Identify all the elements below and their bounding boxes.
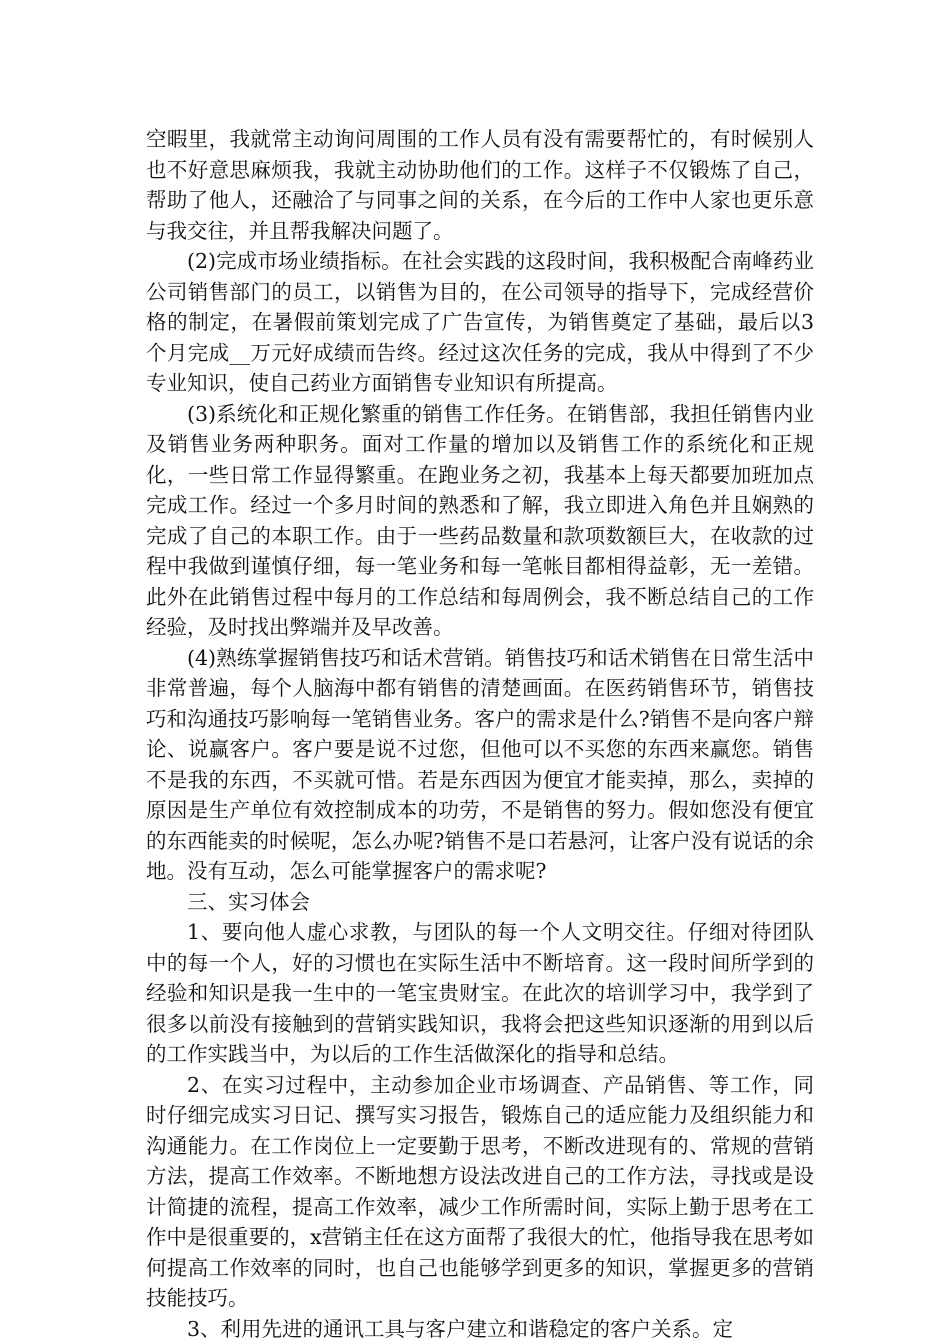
paragraph-continuation: 空暇里，我就常主动询问周围的工作人员有没有需要帮忙的，有时候别人也不好意思麻烦我，我就主动协助他们的工作。这样子不仅锻炼了自己，帮助了他人，还融洽了与同事之间的关系，在今后的工作中人家也更乐意与我交往，并且帮我解决问题了。 <box>146 127 814 243</box>
section-heading: 三、实习体会 <box>187 889 310 914</box>
paragraph-item-3: (3)系统化和正规化繁重的销售工作任务。在销售部，我担任销售内业及销售业务两种职务。面对工作量的增加以及销售工作的系统化和正规化，一些日常工作显得繁重。在跑业务之初，我基本上每天都要加班加点完成工作。经过一个多月时间的熟悉和了解，我立即进入角色并且娴熟的完成了自己的本职工作。由于一些药品数量和款项数额巨大，在收款的过程中我做到谨慎仔细，每一笔业务和每一笔帐目都相得益彰，无一差错。此外在此销售过程中每月的工作总结和每周例会，我不断总结自己的工作经验，及时找出弊端并及早改善。 <box>146 401 814 639</box>
document-body <box>146 124 814 1344</box>
paragraph-point-1: 1、要向他人虚心求教，与团队的每一个人文明交往。仔细对待团队中的每一个人，好的习惯也在实际生活中不断培育。这一段时间所学到的经验和知识是我一生中的一笔宝贵财宝。在此次的培训学习中，我学到了很多以前没有接触到的营销实践知识，我将会把这些知识逐渐的用到以后的工作实践当中，为以后的工作生活做深化的指导和总结。 <box>146 920 814 1066</box>
paragraph-item-2: (2)完成市场业绩指标。在社会实践的这段时间，我积极配合南峰药业公司销售部门的员工，以销售为目的，在公司领导的指导下，完成经营价格的制定，在暑假前策划完成了广告宣传，为销售奠定了基础，最后以3个月完成__万元好成绩而告终。经过这次任务的完成，我从中得到了不少专业知识，使自己药业方面销售专业知识有所提高。 <box>146 249 814 395</box>
paragraph-item-4: (4)熟练掌握销售技巧和话术营销。销售技巧和话术销售在日常生活中非常普遍，每个人脑海中都有销售的清楚画面。在医药销售环节，销售技巧和沟通技巧影响每一笔销售业务。客户的需求是什么?销售不是向客户辩论、说赢客户。客户要是说不过您，但他可以不买您的东西来赢您。销售不是我的东西，不买就可惜。若是东西因为便宜才能卖掉，那么，卖掉的原因是生产单位有效控制成本的功劳，不是销售的努力。假如您没有便宜的东西能卖的时候呢，怎么办呢?销售不是口若悬河，让客户没有说话的余地。没有互动，怎么可能掌握客户的需求呢? <box>146 645 814 883</box>
paragraph-point-2: 2、在实习过程中，主动参加企业市场调查、产品销售、等工作，同时仔细完成实习日记、撰写实习报告，锻炼自己的适应能力及组织能力和沟通能力。在工作岗位上一定要勤于思考，不断改进现有的、常规的营销方法，提高工作效率。不断地想方设法改进自己的工作方法，寻找或是设计简捷的流程，提高工作效率，减少工作所需时间，实际上勤于思考在工作中是很重要的，x营销主任在这方面帮了我很大的忙，他指导我在思考如何提高工作效率的同时，也自己也能够学到更多的知识，掌握更多的营销技能技巧。 <box>146 1072 814 1310</box>
paragraph-point-3: 3、利用先进的通讯工具与客户建立和谐稳定的客户关系。定 <box>187 1316 734 1341</box>
